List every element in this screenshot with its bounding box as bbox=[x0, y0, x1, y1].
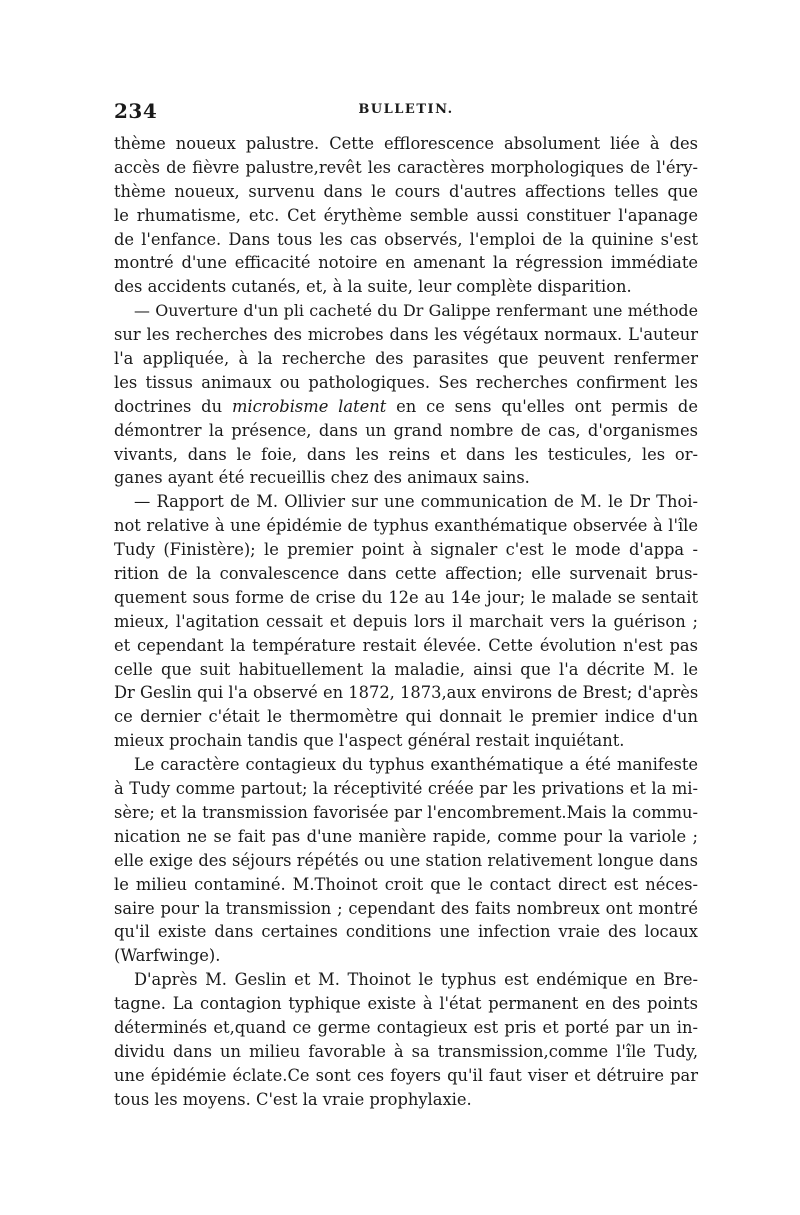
text-line: le milieu contaminé. M.Thoinot croit que le contact direct est néces- bbox=[114, 874, 698, 894]
text-line: l'a appliquée, à la recherche des parasites que peuvent renfermer bbox=[114, 349, 698, 369]
text-line: Tudy (Finistère); le premier point à signaler c'est le mode d'appa - bbox=[114, 540, 698, 560]
text-line: — Ouverture d'un pli cacheté du Dr Galippe renfermant une méthode bbox=[134, 301, 698, 321]
text-line: saire pour la transmission ; cependant des faits nombreux ont montré bbox=[114, 898, 698, 918]
text-line: rition de la convalescence dans cette affection; elle survenait brus- bbox=[114, 564, 698, 584]
text-line: tagne. La contagion typhique existe à l'état permanent en des points bbox=[114, 994, 698, 1014]
text-line: quement sous forme de crise du 12e au 14e jour; le malade se sentait bbox=[114, 587, 698, 607]
text-line: à Tudy comme partout; la réceptivité créée par les privations et la mi- bbox=[114, 779, 698, 799]
text-line: ganes ayant été recueillis chez des animaux sains. bbox=[114, 468, 530, 488]
text-line: ce dernier c'était le thermomètre qui donnait le premier indice d'un bbox=[114, 707, 698, 727]
italic-term: microbisme latent bbox=[231, 396, 387, 416]
text-line: thème noueux palustre. Cette efflorescence absolument liée à des bbox=[114, 134, 698, 153]
text-line: (Warfwinge). bbox=[114, 946, 221, 966]
text-line: D'après M. Geslin et M. Thoinot le typhus est endémique en Bre- bbox=[134, 970, 698, 990]
text-line: tous les moyens. C'est la vraie prophylaxie. bbox=[114, 1089, 472, 1109]
text-line: vivants, dans le foie, dans les reins et dans les testicules, les or- bbox=[114, 444, 698, 464]
text-line: mieux prochain tandis que l'aspect général restait inquiétant. bbox=[114, 731, 625, 751]
text-line: Le caractère contagieux du typhus exanthématique a été manifeste bbox=[134, 755, 698, 775]
text-line: et cependant la température restait élevée. Cette évolution n'est pas bbox=[114, 635, 698, 655]
text-line: des accidents cutanés, et, à la suite, leur complète disparition. bbox=[114, 277, 632, 297]
text-line: not relative à une épidémie de typhus exanthématique observée à l'île bbox=[114, 516, 698, 536]
text-line: nication ne se fait pas d'une manière rapide, comme pour la variole ; bbox=[114, 826, 698, 846]
text-line: mieux, l'agitation cessait et depuis lors il marchait vers la guérison ; bbox=[114, 611, 698, 631]
text-fragment: doctrines du bbox=[114, 396, 232, 416]
page-number: 234 bbox=[114, 99, 158, 123]
text-line: Dr Geslin qui l'a observé en 1872, 1873,aux environs de Brest; d'après bbox=[114, 683, 699, 703]
text-line: démontrer la présence, dans un grand nombre de cas, d'organismes bbox=[114, 420, 698, 440]
text-line: thème noueux, survenu dans le cours d'autres affections telles que bbox=[114, 181, 698, 201]
text-line: les tissus animaux ou pathologiques. Ses recherches confirment les bbox=[114, 372, 698, 392]
text-line: accès de fièvre palustre,revêt les caractères morphologiques de l'éry- bbox=[114, 157, 698, 177]
text-line: dividu dans un milieu favorable à sa transmission,comme l'île Tudy, bbox=[114, 1041, 698, 1061]
text-line: le rhumatisme, etc. Cet érythème semble aussi constituer l'apanage bbox=[114, 205, 698, 225]
text-line: elle exige des séjours répétés ou une station relativement longue dans bbox=[114, 850, 698, 870]
text-line-with-italic bbox=[114, 395, 698, 419]
body-text bbox=[114, 132, 698, 1112]
text-line: déterminés et,quand ce germe contagieux est pris et porté par un in- bbox=[114, 1017, 698, 1037]
text-line: qu'il existe dans certaines conditions une infection vraie des locaux bbox=[114, 922, 698, 942]
text-line: — Rapport de M. Ollivier sur une communication de M. le Dr Thoi- bbox=[134, 492, 698, 512]
text-line: sur les recherches des microbes dans les végétaux normaux. L'auteur bbox=[114, 325, 698, 345]
text-line: sère; et la transmission favorisée par l'encombrement.Mais la commu- bbox=[114, 802, 698, 822]
text-line: de l'enfance. Dans tous les cas observés, l'emploi de la quinine s'est bbox=[114, 229, 698, 249]
page-header bbox=[114, 99, 698, 125]
text-line: une épidémie éclate.Ce sont ces foyers qu'il faut viser et détruire par bbox=[114, 1065, 698, 1085]
running-head: BULLETIN. bbox=[358, 102, 454, 117]
text-fragment: en ce sens qu'elles ont permis de bbox=[386, 396, 698, 416]
text-line: montré d'une efficacité notoire en amenant la régression immédiate bbox=[114, 253, 698, 273]
text-line: celle que suit habituellement la maladie, ainsi que l'a décrite M. le bbox=[114, 659, 698, 679]
